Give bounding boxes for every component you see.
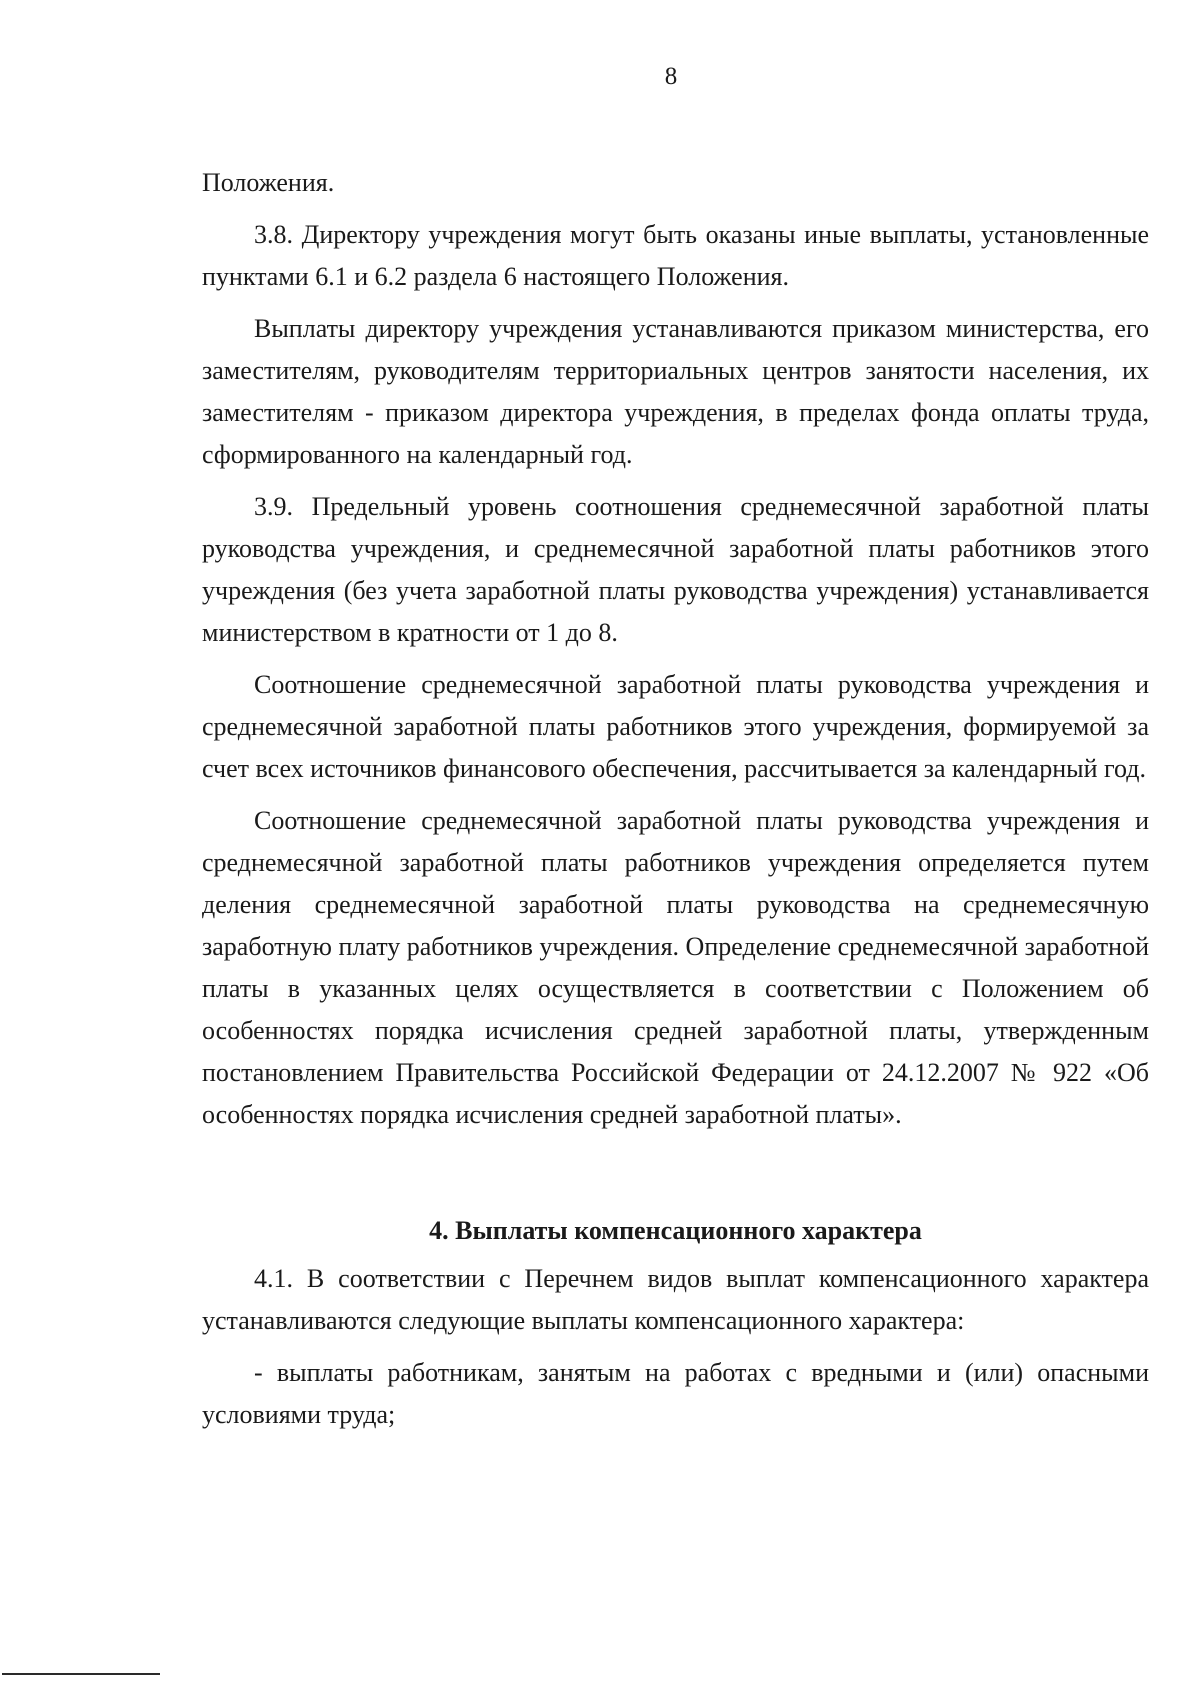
page-number: 8 xyxy=(664,63,678,90)
footer-rule xyxy=(2,1673,160,1675)
paragraph-4-1: 4.1. В соответствии с Перечнем видов выплат компенсационного характера устанавливаются следующие выплаты компенсационного характера: xyxy=(202,1264,1149,1335)
paragraph-ratio-definition: Соотношение среднемесячной заработной платы руководства учреждения и среднемесячной заработной платы работников учреждения определяется путем деления среднемесячной заработной платы руководства на среднемесячную заработную плату работников учреждения. Определение среднемесячной заработной платы в указанных целях осуществляется в соответствии с Положением об особенностях порядка исчисления средней заработной платы, утвержденным постановлением Правительства Российской Федерации от 24.12.2007 № 922 «Об особенностях порядка исчисления средней заработной платы». xyxy=(202,806,1149,1129)
paragraph-3-9: 3.9. Предельный уровень соотношения среднемесячной заработной платы руководства учреждения, и среднемесячной заработной платы работников этого учреждения (без учета заработной платы руководства учреждения) устанавливается министерством в кратности от 1 до 8. xyxy=(202,492,1149,647)
section-heading: 4. Выплаты компенсационного характера xyxy=(429,1216,922,1245)
document-body xyxy=(202,162,1149,1446)
paragraph-continuation: Положения. xyxy=(202,168,335,197)
paragraph-director-payments: Выплаты директору учреждения устанавливаются приказом министерства, его заместителям, руководителям территориальных центров занятости населения, их заместителям - приказом директора учреждения, в пределах фонда оплаты труда, сформированного на календарный год. xyxy=(202,314,1149,469)
paragraph-ratio-calendar-year: Соотношение среднемесячной заработной платы руководства учреждения и среднемесячной заработной платы работников этого учреждения, формируемой за счет всех источников финансового обеспечения, рассчитывается за календарный год. xyxy=(202,670,1149,783)
list-item-harmful-conditions: - выплаты работникам, занятым на работах с вредными и (или) опасными условиями труда; xyxy=(202,1358,1149,1429)
paragraph-3-8: 3.8. Директору учреждения могут быть оказаны иные выплаты, установленные пунктами 6.1 и 6.2 раздела 6 настоящего Положения. xyxy=(202,220,1149,291)
